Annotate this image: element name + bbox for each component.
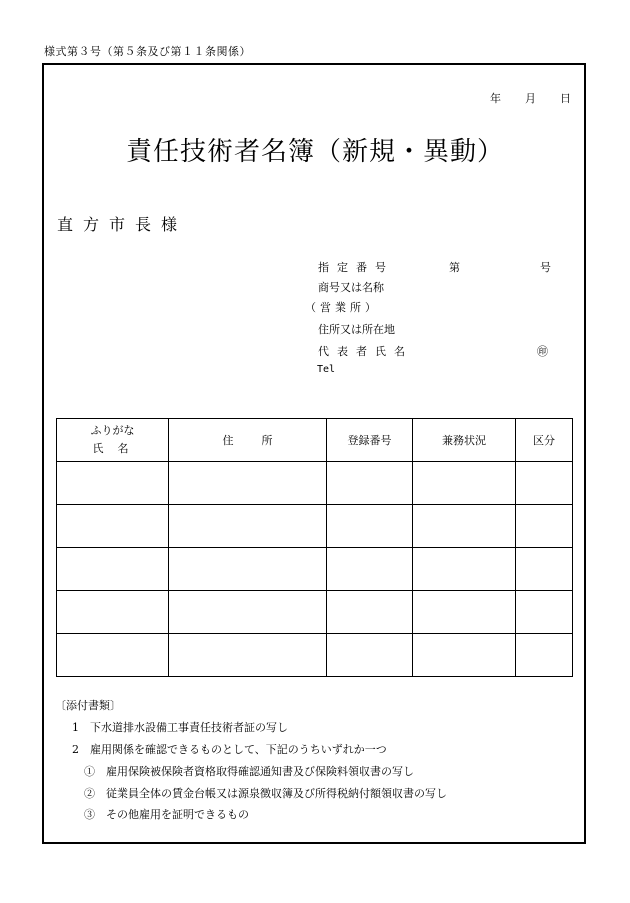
- registration-number-cell[interactable]: [327, 634, 413, 677]
- address-cell[interactable]: [169, 505, 327, 548]
- addressee: 直方市長様: [57, 215, 188, 234]
- header-name-furigana: ふりがな: [90, 424, 135, 437]
- address-cell[interactable]: [169, 591, 327, 634]
- header-category: 区分: [516, 419, 573, 462]
- page-title: 責任技術者名簿（新規・異動）: [125, 137, 504, 167]
- name-cell[interactable]: [57, 634, 169, 677]
- name-cell[interactable]: [57, 591, 169, 634]
- header-address: 住所: [169, 419, 327, 462]
- name-cell[interactable]: [57, 462, 169, 505]
- form-number: 様式第３号（第５条及び第１１条関係）: [44, 45, 251, 58]
- attachments-header: 〔添付書類〕: [55, 699, 121, 712]
- registration-number-cell[interactable]: [327, 462, 413, 505]
- address-cell[interactable]: [169, 548, 327, 591]
- table-header-row: [57, 419, 573, 462]
- attachment-item-2: 2 雇用関係を確認できるものとして、下記のうちいずれか一つ: [72, 743, 387, 756]
- table-row: [57, 505, 573, 548]
- seal-mark: ㊞: [537, 345, 548, 358]
- name-cell[interactable]: [57, 505, 169, 548]
- office-label: （営業所）: [305, 301, 380, 314]
- header-name-kanji: 氏名: [92, 442, 143, 455]
- concurrent-status-cell[interactable]: [413, 462, 516, 505]
- category-cell[interactable]: [516, 548, 573, 591]
- designation-number-label: 指定番号: [318, 261, 394, 274]
- name-cell[interactable]: [57, 548, 169, 591]
- header-name: [57, 419, 169, 462]
- date-year: 年: [490, 92, 501, 105]
- registration-number-cell[interactable]: [327, 591, 413, 634]
- registration-number-cell[interactable]: [327, 548, 413, 591]
- concurrent-status-cell[interactable]: [413, 634, 516, 677]
- designation-number-suffix: 号: [540, 261, 551, 274]
- attachment-subitem-2: ② 従業員全体の賃金台帳又は源泉徴収簿及び所得税納付額領収書の写し: [84, 787, 447, 800]
- category-cell[interactable]: [516, 505, 573, 548]
- table-row: [57, 634, 573, 677]
- representative-label: 代表者氏名: [318, 345, 413, 358]
- header-registration-number: 登録番号: [327, 419, 413, 462]
- technician-roster-table: [56, 418, 573, 677]
- trade-name-label: 商号又は名称: [318, 281, 384, 294]
- date-day: 日: [560, 92, 571, 105]
- attachment-item-1: 1 下水道排水設備工事責任技術者証の写し: [72, 721, 288, 734]
- designation-number-prefix: 第: [449, 261, 460, 274]
- concurrent-status-cell[interactable]: [413, 505, 516, 548]
- category-cell[interactable]: [516, 462, 573, 505]
- address-cell[interactable]: [169, 462, 327, 505]
- table-row: [57, 548, 573, 591]
- category-cell[interactable]: [516, 634, 573, 677]
- tel-label: Tel: [317, 364, 336, 375]
- table-row: [57, 462, 573, 505]
- address-cell[interactable]: [169, 634, 327, 677]
- table-row: [57, 591, 573, 634]
- attachment-subitem-3: ③ その他雇用を証明できるもの: [84, 808, 249, 821]
- category-cell[interactable]: [516, 591, 573, 634]
- address-label: 住所又は所在地: [318, 323, 395, 336]
- attachment-subitem-1: ① 雇用保険被保険者資格取得確認通知書及び保険料領収書の写し: [84, 765, 414, 778]
- concurrent-status-cell[interactable]: [413, 591, 516, 634]
- header-concurrent-status: 兼務状況: [413, 419, 516, 462]
- concurrent-status-cell[interactable]: [413, 548, 516, 591]
- registration-number-cell[interactable]: [327, 505, 413, 548]
- date-month: 月: [525, 92, 536, 105]
